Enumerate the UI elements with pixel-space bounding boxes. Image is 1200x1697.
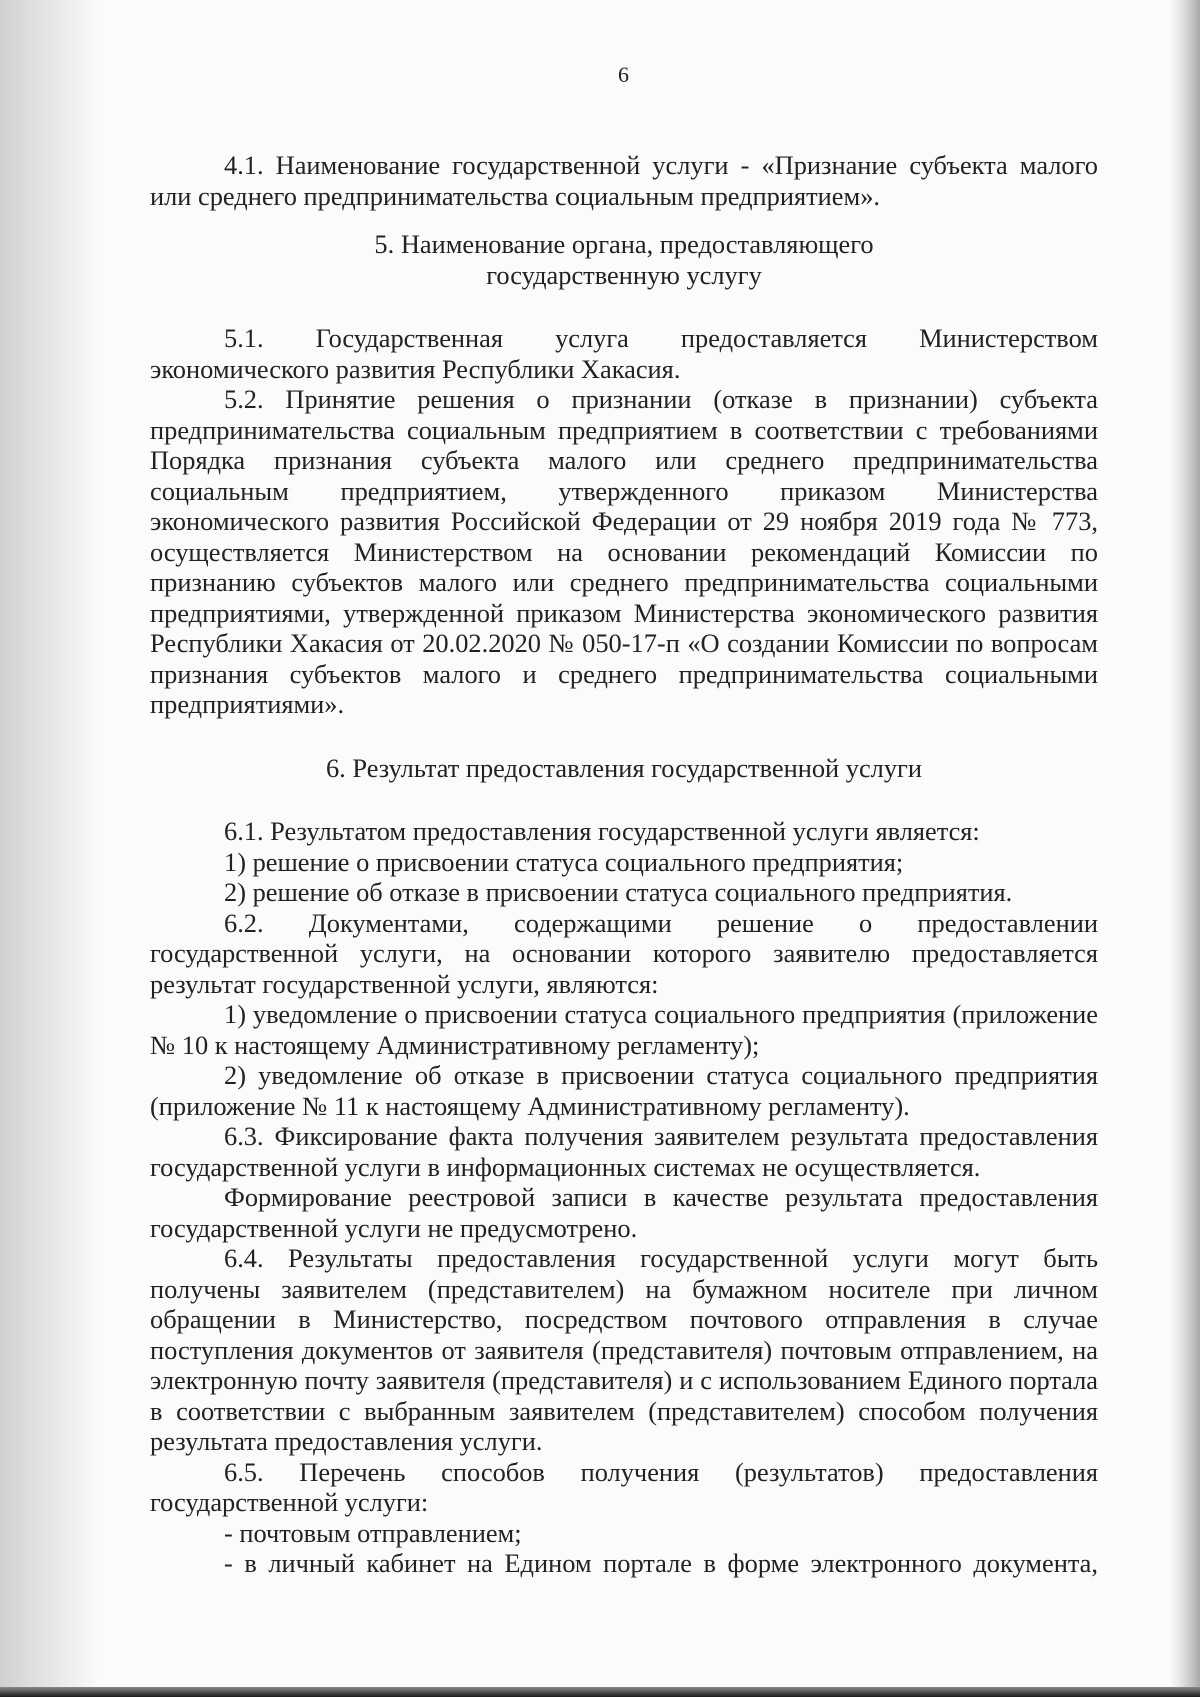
text-line: экономического развития Республики Хакасия. [150, 353, 681, 384]
text-line: обращении в Министерство, посредством почтового отправления в случае [150, 1304, 1098, 1334]
text-line: предприятиями, утвержденной приказом Министерства экономического развития [150, 597, 1098, 628]
paragraph-6-2 [150, 908, 1098, 1000]
text-line: осуществляется Министерством на основании рекомендаций Комиссии по [150, 536, 1098, 567]
page-number: 6 [618, 62, 629, 87]
text-line: 1) уведомление о присвоении статуса социального предприятия (приложение [224, 999, 1098, 1029]
text-line: 5.1. Государственная услуга предоставляется Министерством [224, 323, 1098, 353]
text-line: признанию субъектов малого или среднего предпринимательства социальными [150, 567, 1098, 597]
text-line: получены заявителем (представителем) на бумажном носителе при личном [150, 1273, 1098, 1304]
text-line: государственной услуги не предусмотрено. [150, 1212, 638, 1243]
text-line: экономического развития Российской Федерации от 29 ноября 2019 года № 773, [150, 506, 1098, 536]
list-item [150, 1060, 1098, 1121]
scan-shadow-left [0, 0, 100, 1697]
text-line: 4.1. Наименование государственной услуги - «Признание субъекта малого [224, 150, 1098, 180]
text-line: поступления документов от заявителя (представителя) почтовым отправлением, на [150, 1334, 1098, 1365]
paragraph-6-3 [150, 1121, 1098, 1182]
list-item: 2) решение об отказе в присвоении статуса социального предприятия. [224, 877, 1013, 907]
paragraph-6-3-registry [150, 1182, 1098, 1243]
text-line: или среднего предпринимательства социальным предприятием». [150, 180, 880, 211]
text-line: 6.2. Документами, содержащими решение о предоставлении [224, 907, 1098, 938]
text-line: Формирование реестровой записи в качестве результата предоставления [224, 1182, 1098, 1212]
text-line: признания субъектов малого и среднего предпринимательства социальными [150, 658, 1098, 689]
paragraph-4-1 [150, 150, 1098, 211]
scan-shadow-right [1170, 0, 1200, 1697]
text-line: (приложение № 11 к настоящему Административному регламенту). [150, 1090, 910, 1121]
text-line: 2) уведомление об отказе в присвоении статуса социального предприятия [224, 1060, 1098, 1090]
paragraph-6-5 [150, 1457, 1098, 1518]
document-body [150, 150, 1098, 1579]
text-line: 5.2. Принятие решения о признании (отказе в признании) субъекта [224, 384, 1098, 414]
text-line: предприятиями». [150, 689, 345, 719]
text-line: государственной услуги, на основании которого заявителю предоставляется [150, 938, 1098, 968]
text-line: электронную почту заявителя (представителя) и с использованием Единого портала [150, 1365, 1098, 1395]
text-line: № 10 к настоящему Административному регламенту); [150, 1029, 760, 1060]
text-line: государственной услуги: [150, 1487, 429, 1517]
text-line: социальным предприятием, утвержденного приказом Министерства [150, 475, 1098, 506]
list-item [150, 999, 1098, 1060]
text-line: 6.3. Фиксирование факта получения заявителем результата предоставления [224, 1121, 1098, 1151]
heading-line: государственную услугу [486, 259, 762, 290]
text-line: государственной услуги в информационных системах не осуществляется. [150, 1151, 981, 1182]
text-line: 6.5. Перечень способов получения (результатов) предоставления [224, 1456, 1098, 1487]
text-line: в соответствии с выбранным заявителем (представителем) способом получения [150, 1395, 1098, 1426]
list-item: 1) решение о присвоении статуса социального предприятия; [224, 846, 904, 877]
text-line: результата предоставления услуги. [150, 1426, 543, 1456]
paragraph-6-4 [150, 1243, 1098, 1457]
heading-line: 5. Наименование органа, предоставляющего [374, 229, 874, 259]
paragraph-5-1 [150, 323, 1098, 384]
text-line: 6.4. Результаты предоставления государственной услуги могут быть [224, 1243, 1098, 1273]
paragraph-6-1: 6.1. Результатом предоставления государственной услуги является: [224, 816, 980, 846]
scan-shadow-bottom [0, 1687, 1200, 1697]
list-item: - почтовым отправлением; [224, 1517, 522, 1548]
text-line: Порядка признания субъекта малого или среднего предпринимательства [150, 445, 1098, 475]
section-6-heading: 6. Результат предоставления государственной услуги [325, 752, 922, 783]
text-line: результат государственной услуги, являются: [150, 968, 659, 999]
paragraph-5-2 [150, 384, 1098, 720]
text-line: Республики Хакасия от 20.02.2020 № 050-17-п «О создании Комиссии по вопросам [150, 628, 1098, 658]
section-5-heading [150, 229, 1098, 290]
text-line: предпринимательства социальным предприятием в соответствии с требованиями [150, 414, 1098, 445]
list-item: - в личный кабинет на Едином портале в форме электронного документа, [224, 1548, 1098, 1578]
